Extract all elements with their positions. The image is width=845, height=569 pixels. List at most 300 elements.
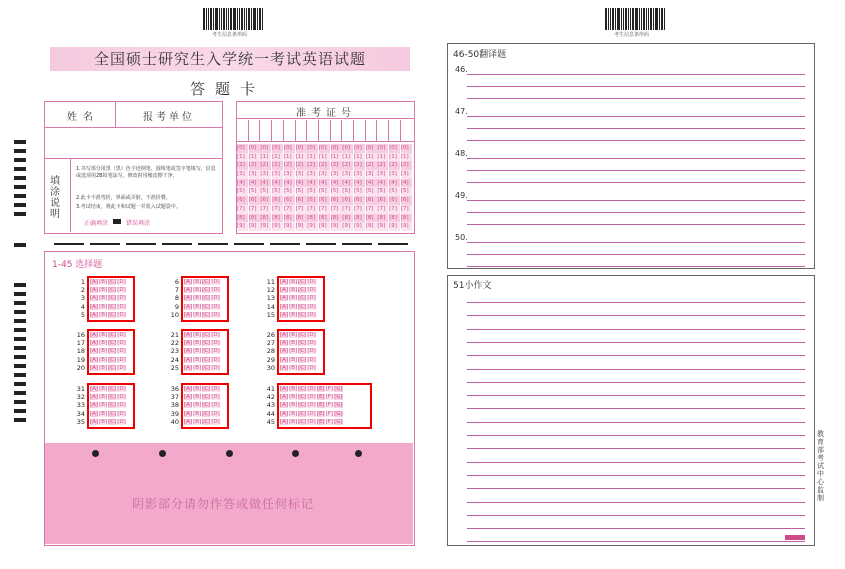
exam-id-digit[interactable]: [9] (296, 222, 307, 231)
writing-line[interactable] (467, 488, 805, 489)
answer-option[interactable]: [C] (202, 311, 211, 318)
writing-line[interactable] (467, 329, 805, 330)
exam-id-digit[interactable]: [2] (272, 161, 283, 170)
answer-option[interactable]: [C] (202, 295, 211, 302)
exam-id-digit[interactable]: [6] (377, 196, 388, 205)
answer-option[interactable]: [A] (90, 279, 99, 285)
answer-option[interactable]: [A] (280, 303, 289, 310)
exam-id-digit[interactable]: [7] (237, 205, 248, 214)
exam-id-column[interactable] (342, 144, 353, 231)
answer-option[interactable]: [D] (117, 402, 126, 409)
exam-id-digit[interactable]: [5] (237, 187, 248, 196)
answer-option[interactable]: [A] (90, 303, 99, 310)
exam-id-digit[interactable]: [5] (331, 187, 342, 196)
answer-option[interactable]: [C] (298, 364, 307, 371)
answer-option[interactable]: [D] (211, 410, 220, 417)
writing-line[interactable] (467, 98, 805, 99)
exam-id-digit[interactable]: [3] (307, 170, 318, 179)
answer-option[interactable]: [C] (298, 287, 307, 294)
exam-id-digit[interactable]: [2] (377, 161, 388, 170)
answer-option[interactable]: [G] (334, 402, 343, 409)
answer-option[interactable]: [C] (202, 410, 211, 417)
exam-id-digit[interactable]: [9] (319, 222, 330, 231)
answer-option[interactable]: [C] (298, 402, 307, 409)
answer-option[interactable]: [B] (289, 348, 298, 355)
answer-option[interactable]: [D] (307, 418, 316, 425)
answer-option[interactable]: [D] (117, 311, 126, 318)
exam-id-digit[interactable]: [8] (272, 214, 283, 223)
exam-id-column[interactable] (377, 144, 388, 231)
writing-line[interactable] (467, 315, 805, 316)
writing-line[interactable] (467, 502, 805, 503)
exam-id-digit[interactable]: [2] (260, 161, 271, 170)
answer-option[interactable]: [A] (280, 340, 289, 347)
answer-option[interactable]: [D] (211, 348, 220, 355)
exam-id-digit[interactable]: [9] (307, 222, 318, 231)
answer-option[interactable]: [E] (316, 394, 325, 401)
answer-option[interactable]: [B] (193, 311, 202, 318)
exam-id-digit[interactable]: [8] (284, 214, 295, 223)
exam-id-digit[interactable]: [6] (272, 196, 283, 205)
exam-id-digit[interactable]: [1] (342, 153, 353, 162)
exam-id-digit[interactable]: [3] (284, 170, 295, 179)
answer-option[interactable]: [A] (280, 332, 289, 338)
answer-option[interactable]: [C] (298, 394, 307, 401)
answer-row[interactable] (90, 278, 127, 285)
answer-option[interactable]: [D] (211, 303, 220, 310)
exam-id-column[interactable] (389, 144, 400, 231)
writing-line[interactable] (467, 528, 805, 529)
exam-id-digit[interactable]: [1] (237, 153, 248, 162)
exam-id-digit[interactable]: [8] (319, 214, 330, 223)
exam-id-digit[interactable]: [7] (331, 205, 342, 214)
answer-option[interactable]: [D] (307, 402, 316, 409)
answer-option[interactable]: [A] (90, 295, 99, 302)
answer-option[interactable]: [B] (99, 356, 108, 363)
answer-option[interactable]: [C] (298, 332, 307, 338)
answer-option[interactable]: [C] (202, 303, 211, 310)
exam-id-digit[interactable]: [8] (260, 214, 271, 223)
exam-id-column[interactable] (354, 144, 365, 231)
answer-option[interactable]: [C] (298, 410, 307, 417)
writing-line[interactable] (467, 242, 805, 243)
answer-option[interactable]: [B] (289, 418, 298, 425)
answer-option[interactable]: [A] (184, 303, 193, 310)
exam-id-digit[interactable]: [9] (260, 222, 271, 231)
answer-option[interactable]: [D] (307, 394, 316, 401)
exam-id-digit[interactable]: [2] (296, 161, 307, 170)
answer-option[interactable]: [B] (193, 340, 202, 347)
exam-id-digit[interactable]: [3] (377, 170, 388, 179)
exam-id-digit[interactable]: [5] (296, 187, 307, 196)
answer-option[interactable]: [D] (307, 287, 316, 294)
exam-id-digit[interactable]: [8] (331, 214, 342, 223)
exam-id-digit[interactable]: [8] (249, 214, 260, 223)
answer-option[interactable]: [C] (298, 311, 307, 318)
answer-option[interactable]: [C] (202, 402, 211, 409)
exam-id-digit[interactable]: [7] (296, 205, 307, 214)
answer-option[interactable]: [F] (325, 410, 334, 417)
exam-id-digit[interactable]: [5] (401, 187, 412, 196)
answer-option[interactable]: [D] (211, 332, 220, 338)
answer-row[interactable] (184, 339, 221, 346)
writing-line[interactable] (467, 382, 805, 383)
answer-row[interactable] (184, 410, 221, 417)
exam-id-digit[interactable]: [8] (366, 214, 377, 223)
exam-id-digit[interactable]: [8] (354, 214, 365, 223)
exam-id-digit[interactable]: [0] (342, 144, 353, 153)
exam-id-digit[interactable]: [3] (342, 170, 353, 179)
answer-option[interactable]: [B] (193, 386, 202, 392)
answer-option[interactable]: [A] (90, 394, 99, 401)
answer-option[interactable]: [C] (108, 356, 117, 363)
exam-id-digit[interactable]: [0] (366, 144, 377, 153)
exam-id-digit[interactable]: [5] (319, 187, 330, 196)
exam-id-digit[interactable]: [0] (272, 144, 283, 153)
exam-id-digit[interactable]: [7] (284, 205, 295, 214)
exam-id-digit[interactable]: [4] (319, 179, 330, 188)
exam-id-digit[interactable]: [9] (377, 222, 388, 231)
writing-line[interactable] (467, 422, 805, 423)
answer-option[interactable]: [A] (90, 386, 99, 392)
exam-id-column[interactable] (249, 144, 260, 231)
answer-row[interactable] (280, 364, 317, 371)
exam-id-digit[interactable]: [7] (354, 205, 365, 214)
answer-option[interactable]: [B] (193, 348, 202, 355)
exam-id-column[interactable] (401, 144, 412, 231)
exam-id-digit[interactable]: [0] (237, 144, 248, 153)
answer-option[interactable]: [D] (211, 356, 220, 363)
answer-option[interactable]: [B] (289, 386, 298, 392)
answer-option[interactable]: [D] (117, 340, 126, 347)
exam-id-grid[interactable] (237, 102, 413, 232)
answer-option[interactable]: [B] (99, 295, 108, 302)
answer-option[interactable]: [B] (99, 332, 108, 338)
answer-option[interactable]: [C] (298, 303, 307, 310)
answer-option[interactable]: [D] (117, 295, 126, 302)
answer-option[interactable]: [C] (108, 410, 117, 417)
answer-option[interactable]: [C] (108, 287, 117, 294)
answer-row[interactable] (184, 311, 221, 318)
exam-id-digit[interactable]: [8] (389, 214, 400, 223)
answer-option[interactable]: [D] (307, 410, 316, 417)
writing-line[interactable] (467, 355, 805, 356)
answer-option[interactable]: [A] (184, 410, 193, 417)
answer-option[interactable]: [C] (202, 279, 211, 285)
exam-id-digit[interactable]: [8] (342, 214, 353, 223)
answer-option[interactable]: [B] (99, 394, 108, 401)
exam-id-digit[interactable]: [6] (237, 196, 248, 205)
answer-option[interactable]: [D] (117, 332, 126, 338)
writing-line[interactable] (467, 462, 805, 463)
answer-option[interactable]: [B] (193, 356, 202, 363)
exam-id-digit[interactable]: [1] (389, 153, 400, 162)
exam-id-digit[interactable]: [1] (272, 153, 283, 162)
answer-row[interactable] (90, 401, 127, 408)
writing-line[interactable] (467, 170, 805, 171)
answer-row[interactable] (90, 393, 127, 400)
answer-option[interactable]: [B] (289, 340, 298, 347)
writing-line[interactable] (467, 266, 805, 267)
answer-option[interactable]: [D] (211, 279, 220, 285)
answer-option[interactable]: [A] (90, 332, 99, 338)
exam-id-digit[interactable]: [4] (331, 179, 342, 188)
exam-id-digit[interactable]: [1] (260, 153, 271, 162)
answer-row[interactable] (280, 385, 344, 392)
answer-row[interactable] (184, 364, 221, 371)
answer-option[interactable]: [A] (90, 418, 99, 425)
exam-id-digit[interactable]: [2] (307, 161, 318, 170)
answer-option[interactable]: [A] (184, 356, 193, 363)
answer-option[interactable]: [C] (108, 311, 117, 318)
exam-id-digit[interactable]: [1] (296, 153, 307, 162)
answer-option[interactable]: [C] (202, 394, 211, 401)
answer-option[interactable]: [D] (117, 394, 126, 401)
answer-option[interactable]: [F] (325, 394, 334, 401)
answer-option[interactable]: [C] (298, 279, 307, 285)
answer-option[interactable]: [G] (334, 410, 343, 417)
answer-row[interactable] (280, 303, 317, 310)
exam-id-digit[interactable]: [9] (401, 222, 412, 231)
answer-option[interactable]: [A] (184, 332, 193, 338)
exam-id-digit[interactable]: [5] (354, 187, 365, 196)
exam-id-digit[interactable]: [7] (342, 205, 353, 214)
answer-option[interactable]: [A] (90, 287, 99, 294)
answer-option[interactable]: [A] (280, 348, 289, 355)
exam-id-digit[interactable]: [3] (319, 170, 330, 179)
answer-option[interactable]: [C] (108, 303, 117, 310)
answer-option[interactable]: [C] (202, 340, 211, 347)
exam-id-digit[interactable]: [1] (354, 153, 365, 162)
writing-line[interactable] (467, 408, 805, 409)
answer-option[interactable]: [F] (325, 386, 334, 392)
writing-line[interactable] (467, 140, 805, 141)
answer-option[interactable]: [A] (184, 418, 193, 425)
answer-option[interactable]: [A] (184, 348, 193, 355)
exam-id-digit[interactable]: [9] (354, 222, 365, 231)
answer-row[interactable] (280, 401, 344, 408)
answer-option[interactable]: [A] (184, 311, 193, 318)
answer-option[interactable]: [B] (289, 287, 298, 294)
answer-row[interactable] (280, 311, 317, 318)
exam-id-digit[interactable]: [3] (272, 170, 283, 179)
exam-id-digit[interactable]: [2] (237, 161, 248, 170)
answer-option[interactable]: [A] (280, 402, 289, 409)
answer-option[interactable]: [E] (316, 402, 325, 409)
answer-option[interactable]: [B] (289, 295, 298, 302)
answer-option[interactable]: [C] (108, 394, 117, 401)
exam-id-digit[interactable]: [7] (249, 205, 260, 214)
answer-row[interactable] (184, 278, 221, 285)
answer-row[interactable] (280, 393, 344, 400)
exam-id-digit[interactable]: [3] (354, 170, 365, 179)
answer-option[interactable]: [B] (193, 402, 202, 409)
answer-option[interactable]: [B] (289, 410, 298, 417)
exam-id-digit[interactable]: [2] (319, 161, 330, 170)
answer-option[interactable]: [A] (184, 364, 193, 371)
writing-line[interactable] (467, 254, 805, 255)
answer-option[interactable]: [B] (289, 356, 298, 363)
exam-id-digit[interactable]: [7] (307, 205, 318, 214)
answer-option[interactable]: [D] (307, 364, 316, 371)
writing-line[interactable] (467, 128, 805, 129)
exam-id-digit[interactable]: [0] (284, 144, 295, 153)
answer-option[interactable]: [B] (289, 303, 298, 310)
exam-id-digit[interactable]: [6] (401, 196, 412, 205)
answer-option[interactable]: [C] (298, 386, 307, 392)
answer-option[interactable]: [B] (99, 402, 108, 409)
exam-id-digit[interactable]: [8] (237, 214, 248, 223)
answer-option[interactable]: [A] (90, 348, 99, 355)
answer-option[interactable]: [A] (184, 279, 193, 285)
answer-option[interactable]: [D] (211, 386, 220, 392)
exam-id-column[interactable] (296, 144, 307, 231)
answer-row[interactable] (280, 347, 317, 354)
exam-id-digit[interactable]: [6] (331, 196, 342, 205)
answer-row[interactable] (90, 339, 127, 346)
writing-line[interactable] (467, 74, 805, 75)
answer-option[interactable]: [B] (99, 418, 108, 425)
answer-option[interactable]: [A] (280, 410, 289, 417)
exam-id-digit[interactable]: [6] (354, 196, 365, 205)
answer-option[interactable]: [C] (108, 340, 117, 347)
answer-option[interactable]: [B] (193, 287, 202, 294)
answer-row[interactable] (184, 347, 221, 354)
answer-row[interactable] (90, 311, 127, 318)
exam-id-digit[interactable]: [5] (260, 187, 271, 196)
writing-line[interactable] (467, 116, 805, 117)
answer-row[interactable] (90, 286, 127, 293)
answer-option[interactable]: [A] (90, 356, 99, 363)
answer-option[interactable]: [D] (211, 402, 220, 409)
answer-row[interactable] (90, 418, 127, 425)
answer-option[interactable]: [A] (280, 394, 289, 401)
answer-option[interactable]: [D] (117, 356, 126, 363)
exam-id-digit[interactable]: [6] (342, 196, 353, 205)
exam-id-digit[interactable]: [9] (249, 222, 260, 231)
answer-option[interactable]: [D] (117, 303, 126, 310)
answer-option[interactable]: [A] (184, 394, 193, 401)
answer-option[interactable]: [B] (99, 364, 108, 371)
exam-id-digit[interactable]: [0] (319, 144, 330, 153)
answer-option[interactable]: [D] (117, 287, 126, 294)
exam-id-column[interactable] (331, 144, 342, 231)
exam-id-digit[interactable]: [4] (354, 179, 365, 188)
exam-id-digit[interactable]: [1] (366, 153, 377, 162)
exam-id-digit[interactable]: [3] (331, 170, 342, 179)
exam-id-digit[interactable]: [4] (284, 179, 295, 188)
answer-option[interactable]: [A] (280, 356, 289, 363)
exam-id-digit[interactable]: [4] (307, 179, 318, 188)
answer-row[interactable] (280, 339, 317, 346)
exam-id-digit[interactable]: [7] (260, 205, 271, 214)
answer-option[interactable]: [C] (108, 386, 117, 392)
exam-id-digit[interactable]: [6] (296, 196, 307, 205)
answer-option[interactable]: [A] (184, 287, 193, 294)
exam-id-digit[interactable]: [2] (331, 161, 342, 170)
answer-option[interactable]: [B] (99, 410, 108, 417)
exam-id-digit[interactable]: [0] (260, 144, 271, 153)
writing-line[interactable] (467, 212, 805, 213)
answer-option[interactable]: [D] (211, 311, 220, 318)
exam-id-digit[interactable]: [5] (366, 187, 377, 196)
exam-id-digit[interactable]: [4] (342, 179, 353, 188)
exam-id-digit[interactable]: [4] (260, 179, 271, 188)
exam-id-digit[interactable]: [1] (307, 153, 318, 162)
answer-option[interactable]: [B] (99, 311, 108, 318)
answer-option[interactable]: [G] (334, 394, 343, 401)
answer-option[interactable]: [B] (193, 394, 202, 401)
exam-id-digit[interactable]: [4] (237, 179, 248, 188)
writing-line[interactable] (467, 86, 805, 87)
exam-id-column[interactable] (237, 144, 248, 231)
exam-id-digit[interactable]: [3] (401, 170, 412, 179)
exam-id-digit[interactable]: [6] (389, 196, 400, 205)
answer-row[interactable] (90, 303, 127, 310)
exam-id-digit[interactable]: [0] (307, 144, 318, 153)
answer-option[interactable]: [D] (307, 340, 316, 347)
answer-option[interactable]: [C] (108, 279, 117, 285)
answer-option[interactable]: [D] (117, 386, 126, 392)
answer-row[interactable] (184, 401, 221, 408)
exam-id-digit[interactable]: [4] (249, 179, 260, 188)
answer-option[interactable]: [B] (99, 303, 108, 310)
exam-id-digit[interactable]: [3] (249, 170, 260, 179)
answer-option[interactable]: [D] (211, 295, 220, 302)
answer-option[interactable]: [A] (184, 340, 193, 347)
writing-line[interactable] (467, 448, 805, 449)
answer-option[interactable]: [B] (99, 279, 108, 285)
answer-row[interactable] (184, 393, 221, 400)
answer-option[interactable]: [B] (193, 295, 202, 302)
answer-option[interactable]: [C] (202, 386, 211, 392)
answer-option[interactable]: [E] (316, 418, 325, 425)
answer-option[interactable]: [D] (307, 348, 316, 355)
exam-id-digit[interactable]: [3] (260, 170, 271, 179)
answer-row[interactable] (184, 303, 221, 310)
answer-option[interactable]: [C] (108, 364, 117, 371)
answer-option[interactable]: [B] (289, 394, 298, 401)
answer-option[interactable]: [D] (117, 418, 126, 425)
exam-id-digit[interactable]: [3] (296, 170, 307, 179)
exam-id-digit[interactable]: [0] (377, 144, 388, 153)
answer-option[interactable]: [B] (99, 386, 108, 392)
exam-id-column[interactable] (260, 144, 271, 231)
answer-option[interactable]: [A] (90, 311, 99, 318)
exam-id-digit[interactable]: [6] (307, 196, 318, 205)
answer-option[interactable]: [D] (211, 287, 220, 294)
exam-id-digit[interactable]: [9] (366, 222, 377, 231)
answer-option[interactable]: [C] (108, 348, 117, 355)
answer-option[interactable]: [D] (117, 410, 126, 417)
answer-option[interactable]: [B] (193, 332, 202, 338)
exam-id-digit[interactable]: [4] (389, 179, 400, 188)
exam-id-digit[interactable]: [1] (331, 153, 342, 162)
answer-option[interactable]: [D] (117, 364, 126, 371)
answer-row[interactable] (90, 385, 127, 392)
writing-line[interactable] (467, 395, 805, 396)
answer-option[interactable]: [C] (202, 332, 211, 338)
answer-row[interactable] (280, 356, 317, 363)
exam-id-column[interactable] (284, 144, 295, 231)
exam-id-digit[interactable]: [8] (401, 214, 412, 223)
exam-id-digit[interactable]: [7] (401, 205, 412, 214)
exam-id-digit[interactable]: [2] (354, 161, 365, 170)
exam-id-digit[interactable]: [5] (389, 187, 400, 196)
exam-id-digit[interactable]: [6] (284, 196, 295, 205)
answer-row[interactable] (280, 278, 317, 285)
answer-option[interactable]: [D] (307, 386, 316, 392)
